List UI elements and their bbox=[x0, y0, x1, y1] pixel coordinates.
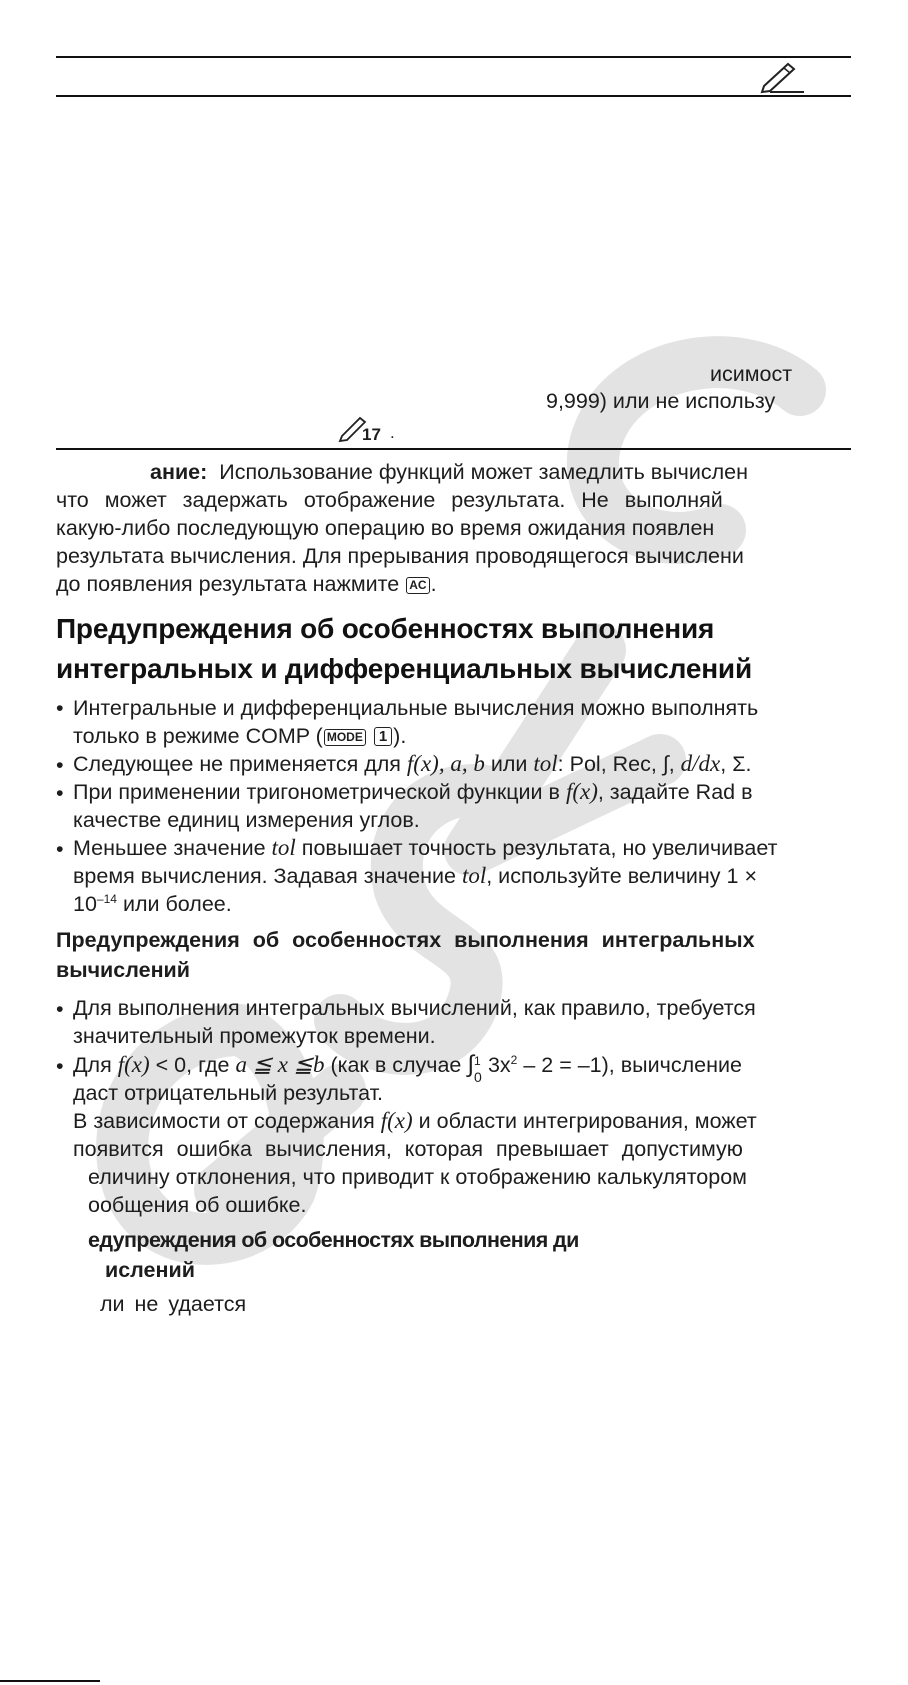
integral-para-line-1 bbox=[73, 1107, 757, 1135]
bullet-1-end: ). bbox=[393, 724, 407, 748]
bullet-3-line-1 bbox=[73, 778, 753, 806]
bullet-4-line-2-text: время вычисления. Задавая значение bbox=[73, 864, 456, 888]
mode-key-icon: MODE bbox=[324, 729, 366, 746]
i2-expr-post: – 2 = –1), выичсление bbox=[523, 1053, 742, 1077]
bullet-4-tol-2: tol bbox=[461, 863, 487, 888]
warning-label: ание: bbox=[150, 460, 208, 484]
diff-text-line-1: ли не удается bbox=[100, 1292, 247, 1316]
integral-bullet-2-line-1 bbox=[73, 1051, 742, 1085]
bullet-2-sigma: , Σ. bbox=[720, 752, 752, 776]
diff-subtitle-line-2: ислений bbox=[105, 1258, 195, 1282]
section-title-line-2: интегральных и дифференциальных вычислений bbox=[56, 653, 752, 684]
bullet-4-tol: tol bbox=[271, 835, 296, 860]
ac-key-icon: AC bbox=[406, 577, 429, 594]
bullet-2-line-1 bbox=[73, 750, 752, 778]
integral-bullet-1-line-1: Для выполнения интегральных вычислений, как правило, требуется bbox=[73, 996, 756, 1020]
i2-exp: 2 bbox=[510, 1052, 518, 1067]
bullet-2-fx: f(x) bbox=[406, 751, 439, 776]
section-title-line-1: Предупреждения об особенностях выполнения bbox=[56, 613, 715, 644]
diff-subtitle-line-1: едупреждения об особенностях выполнения ди bbox=[88, 1228, 579, 1252]
bullet-4-line-3 bbox=[73, 890, 232, 918]
i2-case: (как в случае bbox=[330, 1053, 462, 1077]
fragment-line-2: 9,999) или не использу bbox=[546, 389, 776, 413]
header-rule-bottom bbox=[56, 95, 851, 97]
bullet-4-line-2 bbox=[73, 862, 757, 890]
bullet-4-text: Меньшее значение bbox=[73, 836, 266, 860]
p-fx: f(x) bbox=[380, 1108, 413, 1133]
integral-bullet-2: • bbox=[56, 1054, 64, 1078]
i2-int-upper: 1 bbox=[473, 1054, 481, 1068]
bullet-4: • bbox=[56, 837, 64, 861]
i2-range: a ≦ x ≦b bbox=[235, 1052, 325, 1077]
warning-text: Использование функций может замедлить вычислен bbox=[219, 460, 748, 484]
bullet-3-end: , задайте Rad в bbox=[597, 780, 753, 804]
warning-line-3: какую-либо последующую операцию во время ожидания появлен bbox=[56, 516, 715, 540]
integral-subtitle-line-2: вычислений bbox=[56, 958, 190, 982]
integral-para-line-2: появится ошибка вычисления, которая превышает допустимую bbox=[73, 1137, 743, 1161]
bullet-3-fx: f(x) bbox=[565, 779, 598, 804]
bullet-2-tol: tol bbox=[533, 751, 558, 776]
note-ref-suffix: . bbox=[390, 423, 395, 442]
bullet-1-line-2 bbox=[73, 722, 406, 750]
integral-bullet-2-line-2: даст отрицательный результат. bbox=[73, 1081, 384, 1105]
note-ref-number: 17 bbox=[362, 425, 381, 444]
bullet-4-exp: –14 bbox=[96, 891, 117, 906]
bullet-3: • bbox=[56, 781, 64, 805]
bullet-2-funcs: : Pol, Rec, ∫, bbox=[557, 752, 675, 776]
bullet-1-text: только в режиме COMP ( bbox=[73, 724, 323, 748]
bullet-2-or: или bbox=[490, 752, 528, 776]
bullet-3-line-2: качестве единиц измерения углов. bbox=[73, 808, 420, 832]
bullet-4-line-2-rest: , используйте величину 1 × bbox=[486, 864, 757, 888]
bullet-1: • bbox=[56, 696, 64, 720]
i2-int-lower: 0 bbox=[473, 1069, 482, 1085]
integral-para-line-3: еличину отклонения, что приводит к отображению калькулятором bbox=[88, 1165, 747, 1189]
bullet-4-end: или более. bbox=[122, 892, 232, 916]
p-line1-post: и области интегрирования, может bbox=[418, 1109, 757, 1133]
warning-line-2: что может задержать отображение результата. Не выполняй bbox=[56, 488, 723, 512]
warning-line-5-end: . bbox=[430, 572, 437, 596]
fragment-line-1: исимост bbox=[710, 362, 793, 386]
integral-para-line-4: ообщения об ошибке. bbox=[88, 1193, 307, 1217]
note-rule bbox=[56, 448, 851, 450]
integral-bullet-1-line-2: значительный промежуток времени. bbox=[73, 1024, 436, 1048]
bullet-4-rest: повышает точность результата, но увеличивает bbox=[301, 836, 778, 860]
bullet-2-text: Следующее не применяется для bbox=[73, 752, 401, 776]
footer-rule bbox=[0, 1680, 100, 1682]
integral-subtitle-line-1: Предупреждения об особенностях выполнения интегральных bbox=[56, 928, 755, 952]
bullet-2-ab: , a, b bbox=[438, 751, 485, 776]
p-line1-pre: В зависимости от содержания bbox=[73, 1109, 375, 1133]
warning-line-5 bbox=[56, 570, 437, 598]
bullet-3-text: При применении тригонометрической функции в bbox=[73, 780, 560, 804]
bullet-4-base: 10 bbox=[73, 892, 97, 916]
warning-line-4: результата вычисления. Для прерывания проводящегося вычислени bbox=[56, 544, 744, 568]
one-key-icon: 1 bbox=[374, 727, 392, 746]
bullet-1-line-1: Интегральные и дифференциальные вычисления можно выполнять bbox=[73, 696, 759, 720]
i2-fx: f(x) bbox=[117, 1052, 150, 1077]
i2-pre: Для bbox=[73, 1053, 112, 1077]
warning-line-5-text: до появления результата нажмите bbox=[56, 572, 400, 596]
bullet-2: • bbox=[56, 753, 64, 777]
integral-sign-icon: ∫ bbox=[467, 1051, 474, 1078]
i2-lt: < 0, где bbox=[155, 1053, 230, 1077]
warning-line-1 bbox=[150, 458, 748, 486]
integral-bullet-1: • bbox=[56, 997, 64, 1021]
pencil-icon bbox=[758, 60, 806, 94]
i2-expr: 3x bbox=[487, 1053, 511, 1077]
header-rule-top bbox=[56, 56, 851, 58]
bullet-4-line-1 bbox=[73, 834, 777, 862]
bullet-2-ddx: d/dx bbox=[680, 751, 721, 776]
